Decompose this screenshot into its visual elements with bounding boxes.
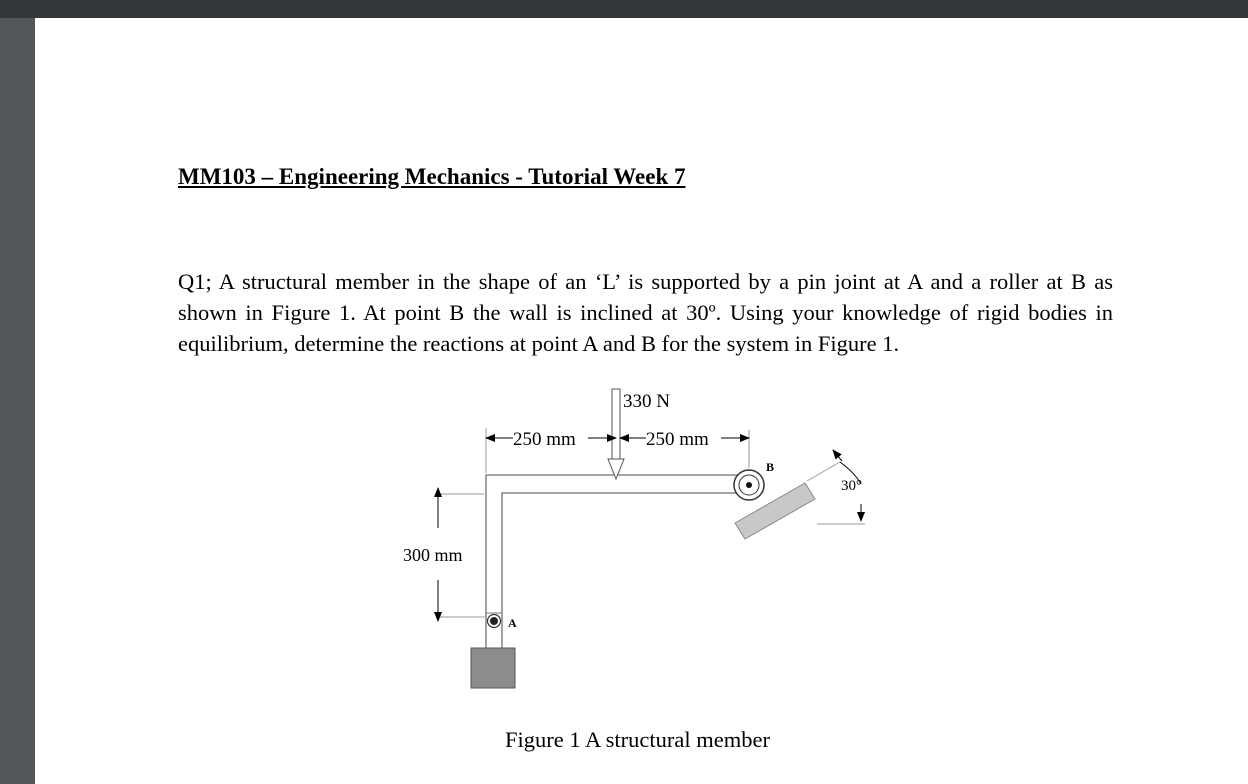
support-block <box>471 648 515 688</box>
figure-caption: Figure 1 A structural member <box>505 727 770 752</box>
l-member <box>486 475 757 672</box>
viewer-toolbar <box>0 0 1248 18</box>
dim-vertical-label: 300 mm <box>403 545 463 565</box>
document-page <box>35 18 1248 784</box>
force-arrow-shaft <box>612 389 620 459</box>
force-label: 330 N <box>623 391 670 412</box>
dim-right-label: 250 mm <box>646 429 709 450</box>
dim-left-label: 250 mm <box>513 429 576 450</box>
structural-member-figure <box>35 18 1248 784</box>
document-title: MM103 – Engineering Mechanics - Tutorial Week 7 <box>178 164 686 189</box>
label-b: B <box>766 460 775 474</box>
question-text: Q1; A structural member in the shape of an ‘L’ is supported by a pin joint at A and a roller at B as shown in Figure 1. At point B the wall is inclined at 30º. Using your knowledge of rigid bodies in equilibrium, determine the reactions at point A and B for the system in Figure 1. <box>178 269 1113 356</box>
angle-label: 30° <box>841 478 862 494</box>
label-a: A <box>508 616 517 630</box>
